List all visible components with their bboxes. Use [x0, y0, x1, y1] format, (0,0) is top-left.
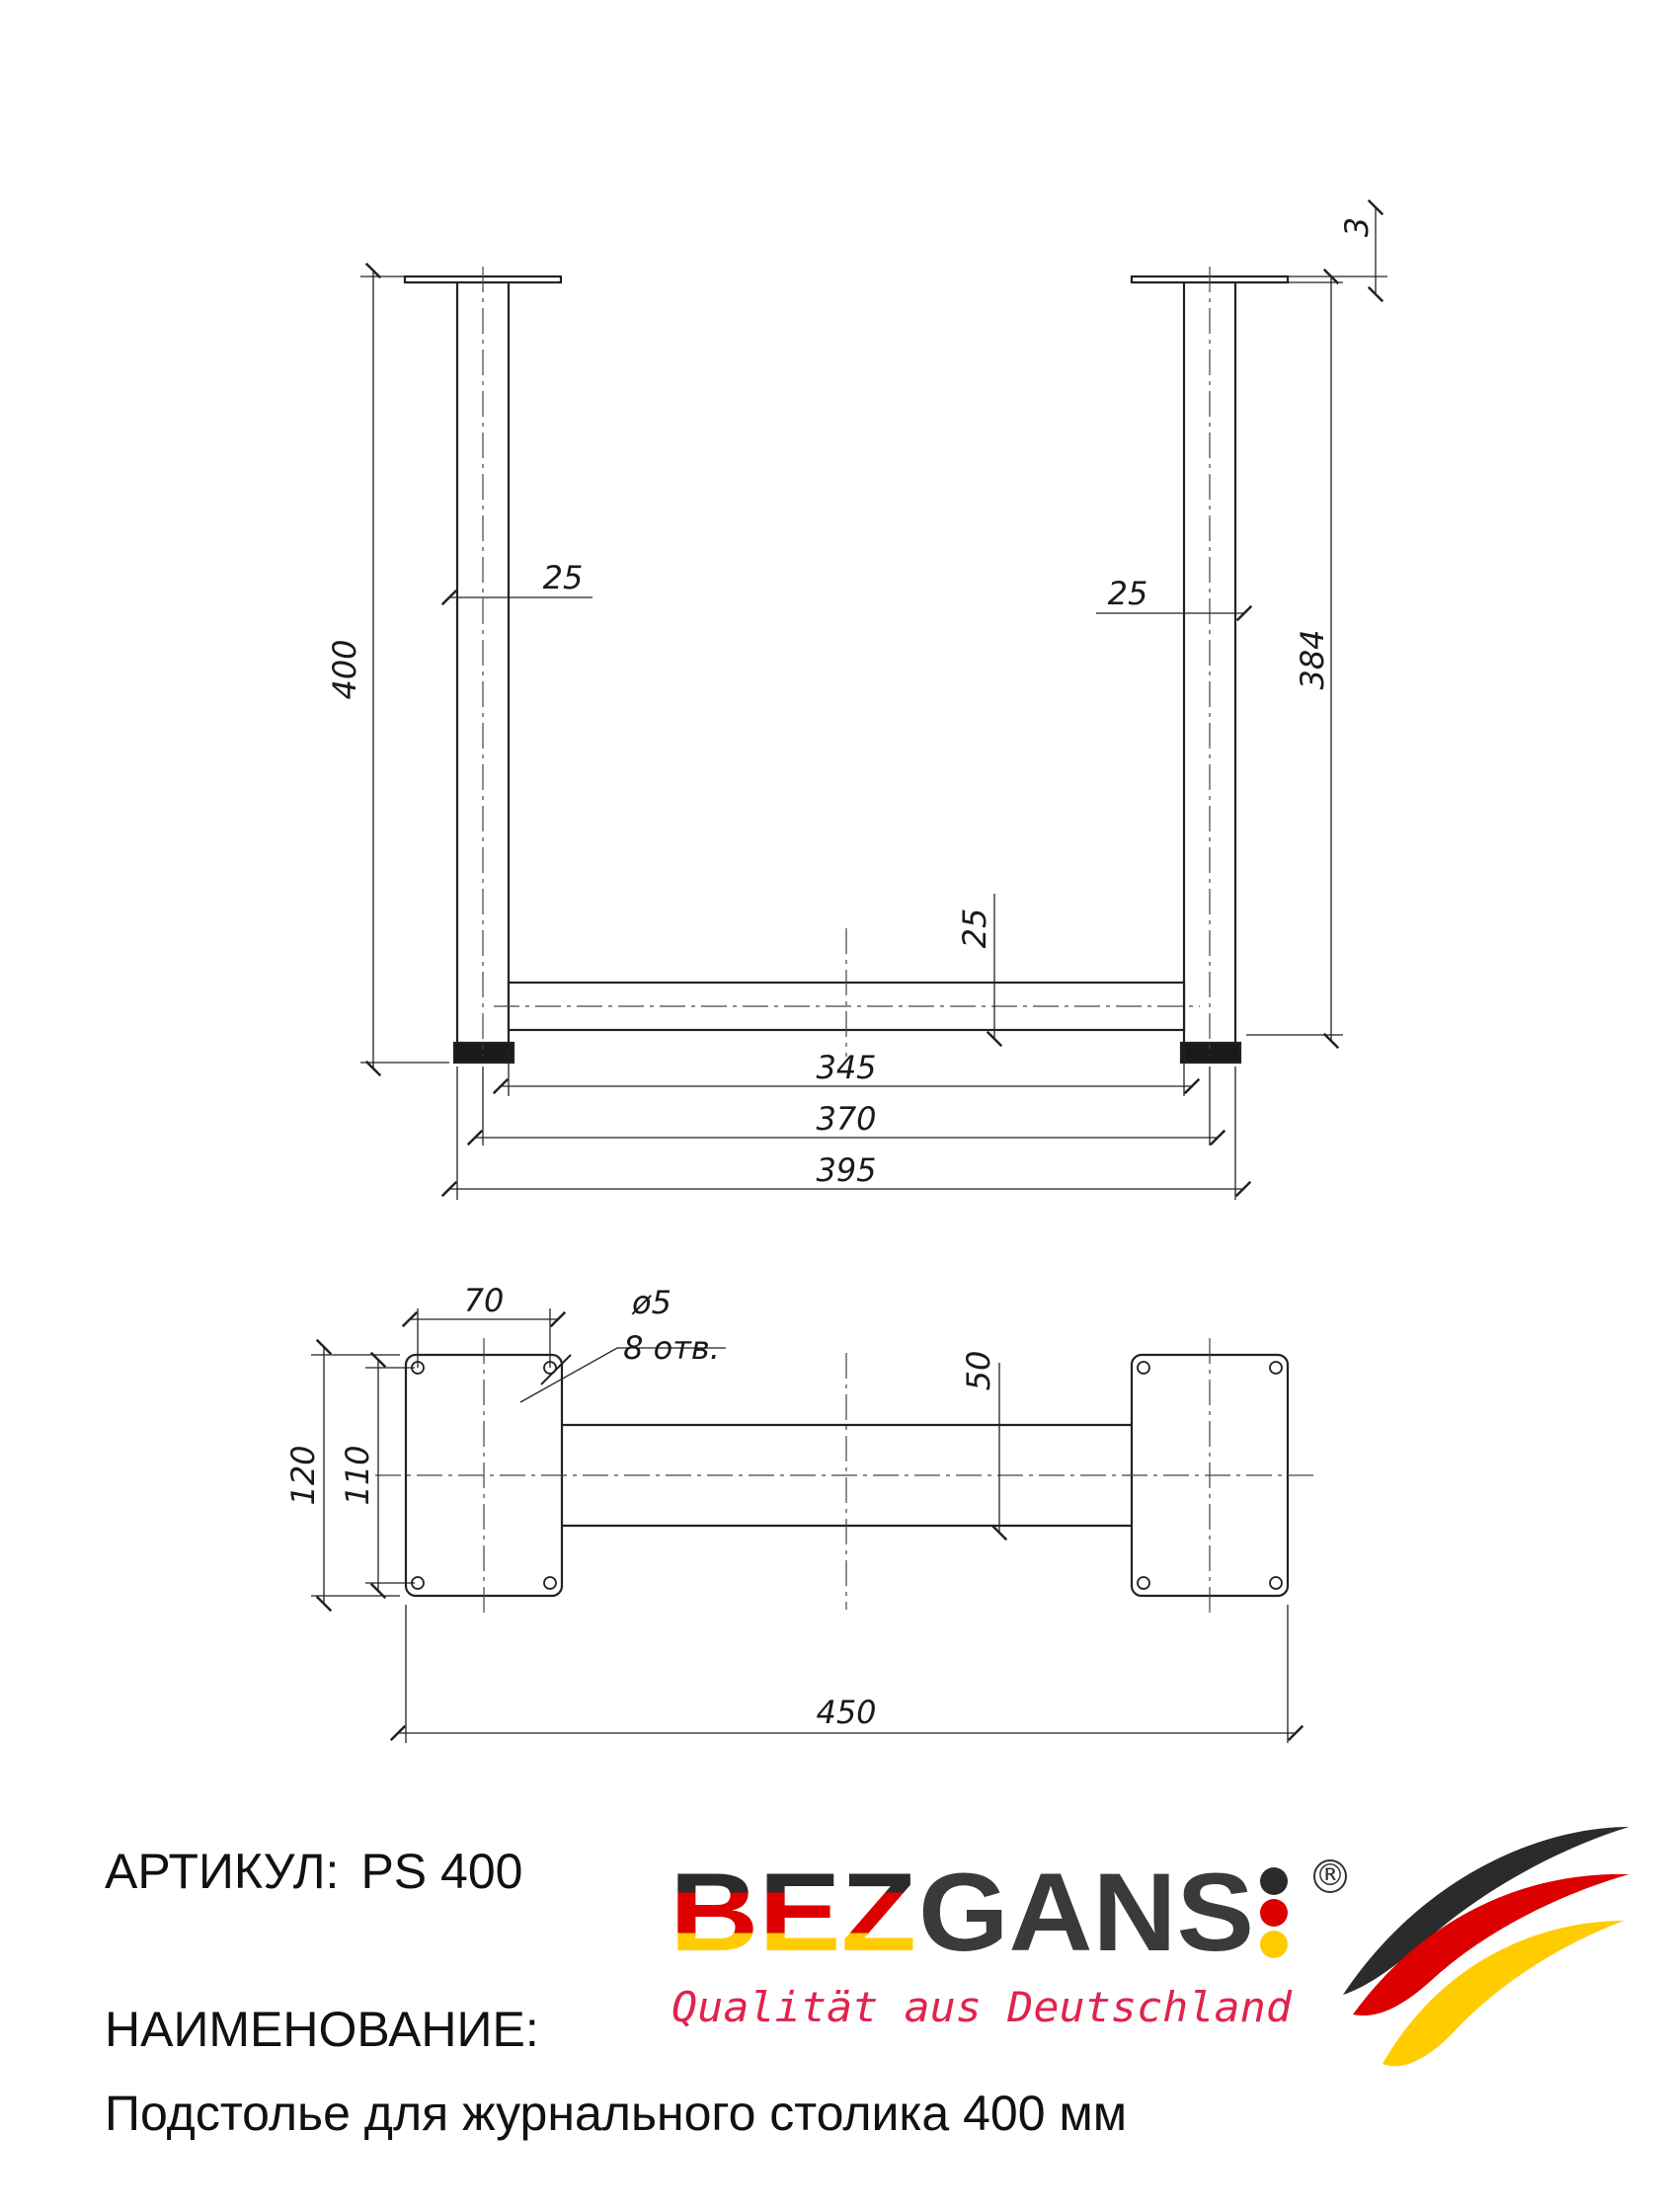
dim-tube-left: 25: [542, 559, 584, 596]
right-foot: [1181, 1043, 1240, 1063]
logo-dot-top: [1260, 1867, 1288, 1895]
logo-dot-bot: [1260, 1931, 1288, 1958]
front-center-lines: [483, 267, 1210, 1057]
article-value: PS 400: [360, 1844, 523, 1899]
dim-outer-width: 395: [816, 1151, 877, 1189]
dim-hole-diameter: ø5: [632, 1284, 672, 1321]
dim-crossbar: 25: [956, 908, 993, 949]
hole: [1270, 1362, 1282, 1374]
left-foot: [454, 1043, 514, 1063]
dim-plate-width: 70: [463, 1282, 505, 1319]
top-dimension-labels: [284, 1282, 997, 1731]
name-label: НАИМЕНОВАНИЕ:: [105, 2002, 539, 2057]
article-line: [105, 1844, 523, 1899]
hole: [544, 1577, 556, 1589]
logo-dot-mid: [1260, 1899, 1288, 1927]
logo-text-bez: BEZ: [670, 1851, 916, 1974]
dim-inner-width: 345: [816, 1049, 877, 1086]
name-value: Подстолье для журнального столика 400 мм: [105, 2086, 1128, 2141]
bezgans-logo: [670, 1827, 1629, 2066]
dim-hole-count: 8 отв.: [623, 1329, 720, 1367]
dim-bar-width: 50: [960, 1350, 997, 1391]
dim-height-total: 400: [326, 639, 363, 700]
logo-text-gans: GANS: [918, 1851, 1254, 1974]
dim-tube-right: 25: [1107, 575, 1148, 612]
hole: [1138, 1577, 1149, 1589]
article-label: АРТИКУЛ:: [105, 1844, 340, 1899]
hole: [1138, 1362, 1149, 1374]
dim-height-inner: 384: [1294, 629, 1331, 690]
dim-total-length: 450: [816, 1694, 877, 1731]
hole: [1270, 1577, 1282, 1589]
logo-slogan: Qualität aus Deutschland: [672, 1983, 1293, 2031]
german-flag-swoosh-icon: [1343, 1827, 1629, 2066]
dim-plate-height-inner: 110: [339, 1445, 376, 1506]
registered-mark: ®: [1315, 1858, 1345, 1893]
dim-plate-height-outer: 120: [284, 1445, 322, 1506]
dim-mid-width: 370: [816, 1100, 877, 1138]
dim-plate-thickness: 3: [1338, 216, 1376, 238]
